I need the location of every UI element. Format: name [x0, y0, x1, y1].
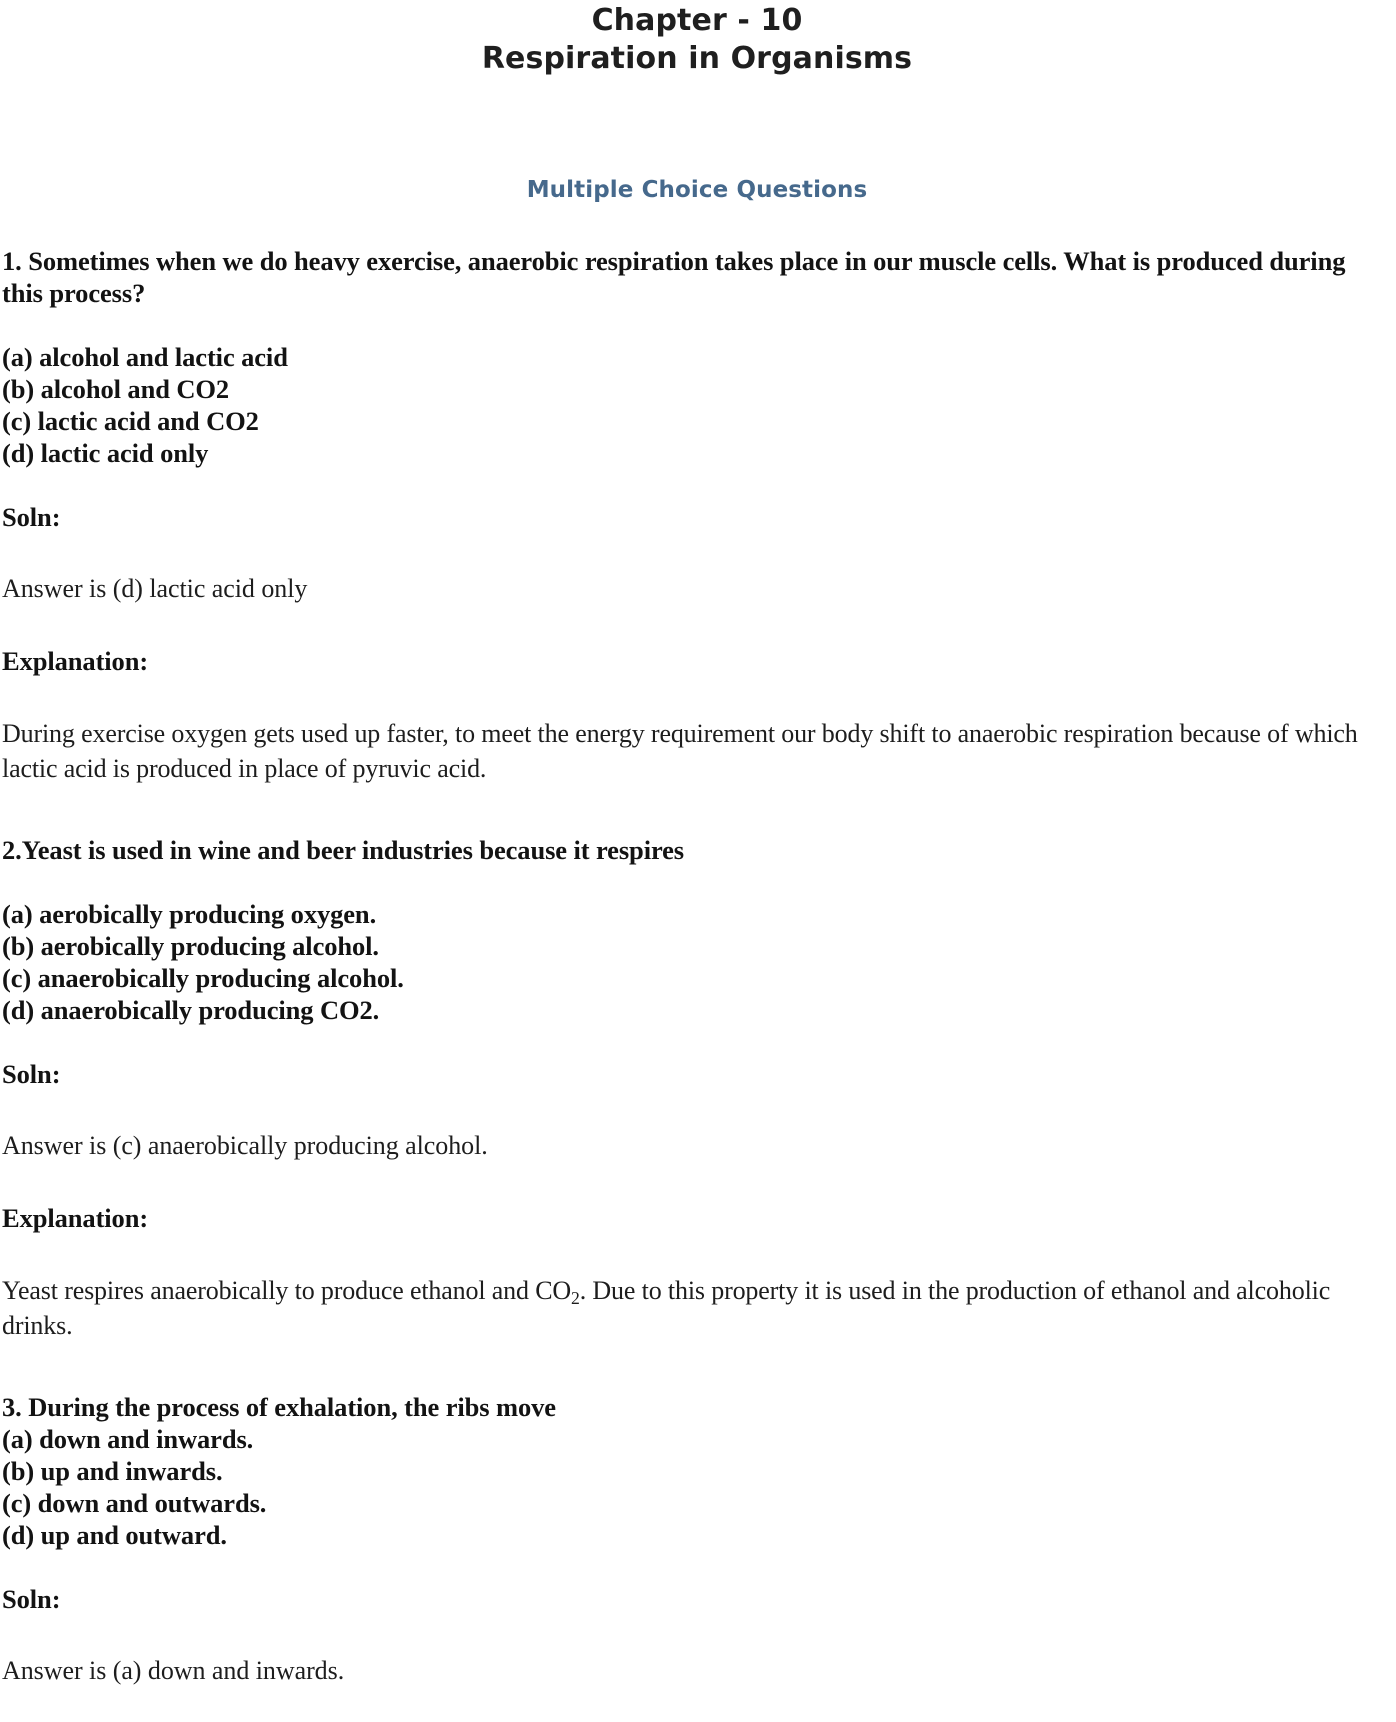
- question-2-text: 2.Yeast is used in wine and beer industries because it respires: [2, 834, 685, 865]
- question-block-2: [2, 834, 1392, 1343]
- option-3-c[interactable]: (c) down and outwards.: [2, 1488, 267, 1519]
- explanation-2-subscript: 2: [571, 1288, 580, 1309]
- option-2-a[interactable]: (a) aerobically producing oxygen.: [2, 898, 377, 929]
- option-3-b[interactable]: (b) up and inwards.: [2, 1456, 223, 1487]
- spacer: [2, 1551, 1392, 1583]
- spacer: [2, 1090, 1392, 1130]
- spacer: [2, 1162, 1392, 1202]
- option-2-b[interactable]: (b) aerobically producing alcohol.: [2, 931, 379, 961]
- question-block-3: [2, 1391, 1392, 1687]
- questions-container: [2, 245, 1392, 1687]
- spacer: [2, 1026, 1392, 1058]
- option-1-b[interactable]: (b) alcohol and CO2: [2, 373, 230, 404]
- option-3-a[interactable]: (a) down and inwards.: [2, 1423, 254, 1454]
- spacer: [2, 1234, 1392, 1274]
- explanation-label-1: Explanation:: [2, 646, 149, 677]
- soln-label-2: Soln:: [2, 1059, 61, 1090]
- option-1-a[interactable]: (a) alcohol and lactic acid: [2, 341, 288, 372]
- spacer: [2, 1615, 1392, 1655]
- question-2-options: [2, 898, 1392, 1026]
- spacer: [2, 1343, 1392, 1391]
- option-2-c[interactable]: (c) anaerobically producing alcohol.: [2, 963, 404, 994]
- spacer: [2, 605, 1392, 645]
- question-1-options: [2, 341, 1392, 469]
- soln-label-1: Soln:: [2, 502, 61, 533]
- answer-text-3: Answer is (a) down and inwards.: [2, 1656, 345, 1686]
- question-3-text: 3. During the process of exhalation, the ribs move: [2, 1391, 556, 1422]
- explanation-text-1: During exercise oxygen gets used up faster, to meet the energy requirement our body shift to anaerobic respiration because of which lactic acid is produced in place of pyruvic acid.: [2, 719, 1358, 783]
- question-3-options: [2, 1423, 1392, 1551]
- option-3-d[interactable]: (d) up and outward.: [2, 1520, 227, 1551]
- option-1-c[interactable]: (c) lactic acid and CO2: [2, 406, 259, 437]
- explanation-label-2: Explanation:: [2, 1203, 149, 1234]
- spacer: [2, 309, 1392, 341]
- option-2-d[interactable]: (d) anaerobically producing CO2.: [2, 995, 380, 1026]
- answer-text-2: Answer is (c) anaerobically producing alcohol.: [2, 1131, 488, 1161]
- spacer: [2, 677, 1392, 717]
- title-line-chapter: Chapter - 10: [591, 3, 803, 38]
- question-block-1: [2, 245, 1392, 786]
- spacer: [2, 533, 1392, 573]
- question-1-text: 1. Sometimes when we do heavy exercise, anaerobic respiration takes place in our muscle cells. What is produced during this process?: [2, 245, 1346, 308]
- option-1-d[interactable]: (d) lactic acid only: [2, 438, 209, 469]
- explanation-2-part1: Yeast respires anaerobically to produce ethanol and CO: [2, 1276, 572, 1306]
- spacer: [2, 866, 1392, 898]
- explanation-2-part2: . Due to this property it is used in the production of ethanol and alcoholic drinks.: [2, 1276, 1331, 1340]
- title-line-subject: Respiration in Organisms: [481, 41, 913, 77]
- soln-label-3: Soln:: [2, 1584, 61, 1615]
- spacer: [2, 786, 1392, 834]
- page-title: [2, 0, 1392, 79]
- explanation-text-2: [2, 1274, 1392, 1343]
- spacer: [2, 469, 1392, 501]
- answer-text-1: Answer is (d) lactic acid only: [2, 574, 308, 604]
- section-heading-mcq: Multiple Choice Questions: [526, 176, 868, 203]
